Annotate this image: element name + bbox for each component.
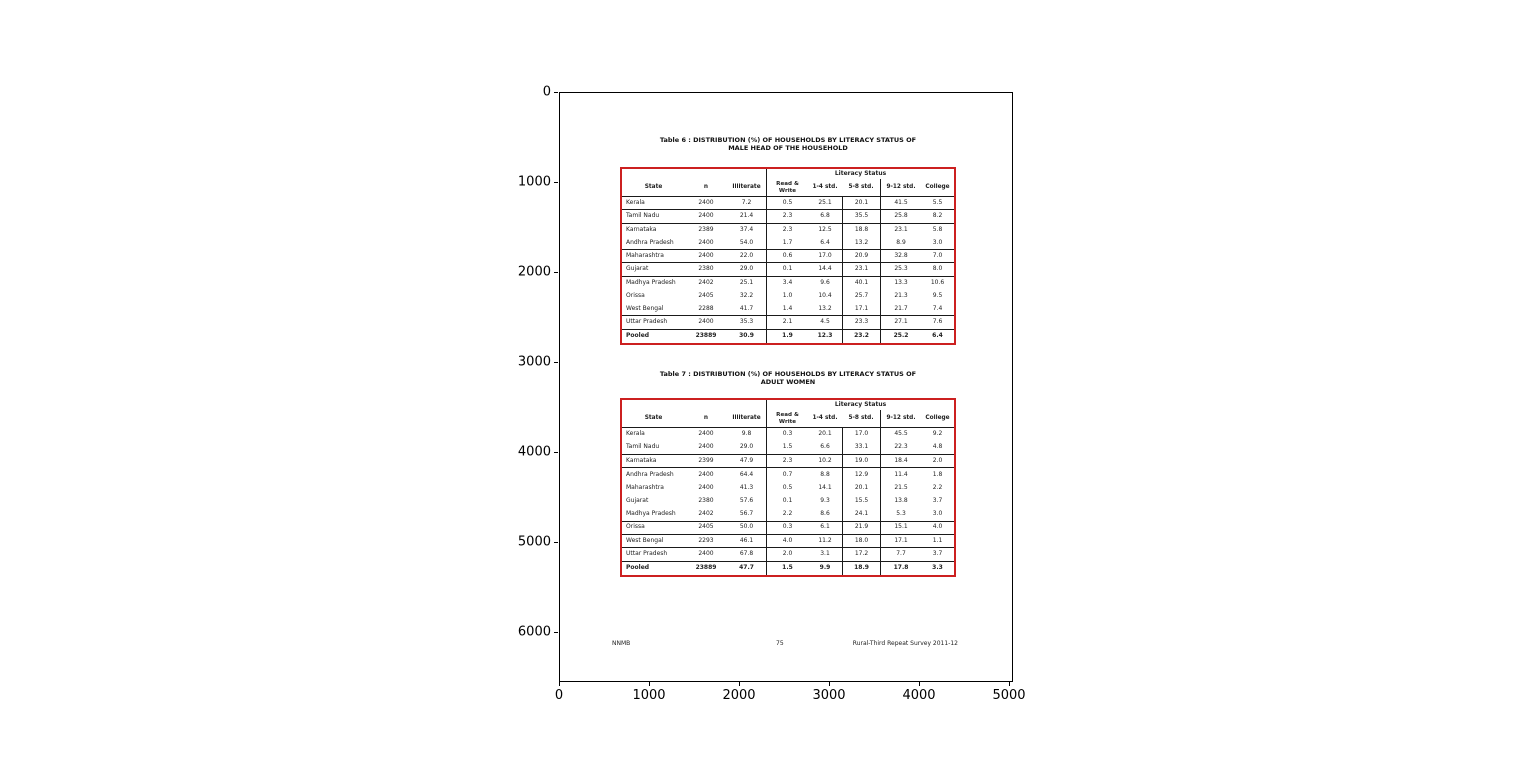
cell-std5-8: 18.8 (842, 224, 880, 237)
cell-std9-12: 8.9 (880, 237, 921, 249)
cell-std9-12: 21.5 (880, 481, 921, 494)
x-axis-tick (919, 682, 920, 686)
cell-n: 2400 (698, 212, 714, 220)
cell-std9-12: 25.3 (880, 263, 921, 275)
cell-illiterate: 47.9 (739, 456, 754, 464)
cell-std9-12: 17.1 (880, 535, 921, 547)
cell-std1-4: 25.1 (818, 198, 832, 206)
table-row-west-bengal (622, 535, 954, 548)
cell-state: Andhra Pradesh (626, 238, 674, 246)
cell-std1-4: 6.6 (820, 443, 830, 451)
cell-state: Kerala (626, 430, 645, 438)
cell-read-write: 0.5 (766, 481, 808, 494)
table7-adult-women-literacy (620, 398, 956, 577)
cell-n: 2405 (698, 523, 714, 531)
group-header-spacer (622, 169, 766, 179)
table-row-gujarat (622, 495, 954, 508)
cell-state: Karnataka (626, 225, 657, 233)
cell-std5-8: 23.3 (842, 316, 880, 328)
cell-n: 2400 (698, 251, 714, 259)
cell-illiterate: 30.9 (739, 332, 754, 340)
cell-std9-12: 11.4 (880, 468, 921, 481)
cell-n: 2399 (698, 456, 714, 464)
cell-read-write: 2.3 (766, 455, 808, 467)
cell-n: 2405 (698, 292, 714, 300)
x-axis-tick-label: 1000 (632, 688, 666, 703)
cell-std1-4: 10.2 (818, 456, 832, 464)
cell-state: West Bengal (626, 305, 664, 312)
cell-college: 7.6 (932, 318, 943, 326)
cell-std1-4: 20.1 (818, 430, 832, 438)
cell-std5-8: 25.7 (842, 290, 880, 303)
column-header-3: Read & Write (766, 410, 808, 427)
cell-illiterate: 32.2 (739, 292, 754, 300)
cell-state: Orissa (626, 523, 645, 531)
column-header-row (622, 410, 954, 428)
cell-std5-8: 35.5 (842, 210, 880, 222)
y-axis-tick (554, 452, 558, 453)
cell-state: Maharashtra (626, 251, 664, 259)
table6-male-head-literacy (620, 167, 956, 345)
cell-state: Pooled (626, 332, 650, 340)
cell-std9-12: 15.1 (880, 522, 921, 534)
cell-illiterate: 22.0 (739, 251, 754, 259)
column-header-2: Illiterate (732, 415, 761, 422)
group-header-label: Literacy Status (766, 169, 954, 179)
x-axis-tick (739, 682, 740, 686)
cell-state: Uttar Pradesh (626, 318, 668, 326)
cell-std1-4: 6.1 (820, 523, 830, 531)
cell-std1-4: 9.3 (820, 497, 830, 505)
cell-n: 2400 (698, 550, 714, 558)
cell-read-write: 0.1 (766, 495, 808, 508)
group-header-row (622, 400, 954, 410)
cell-std5-8: 20.9 (842, 250, 880, 262)
x-axis-tick-label: 3000 (812, 688, 846, 703)
cell-state: Uttar Pradesh (626, 550, 668, 558)
table6-title (620, 136, 956, 152)
cell-std1-4: 8.6 (820, 510, 830, 518)
cell-college: 3.7 (932, 550, 943, 558)
cell-college: 3.0 (932, 510, 943, 518)
group-header-label: Literacy Status (766, 400, 954, 410)
cell-read-write: 0.1 (766, 263, 808, 275)
cell-n: 2389 (698, 225, 714, 233)
cell-std9-12: 27.1 (880, 316, 921, 328)
cell-std9-12: 18.4 (880, 455, 921, 467)
cell-n: 2402 (698, 278, 714, 286)
column-header-6: 9-12 std. (880, 179, 921, 196)
cell-std9-12: 5.3 (880, 508, 921, 520)
table6-title-line1: Table 6 : DISTRIBUTION (%) OF HOUSEHOLDS BY LITERACY STATUS OF (659, 136, 917, 144)
cell-state: West Bengal (626, 536, 664, 544)
y-axis-tick (554, 92, 558, 93)
cell-illiterate: 41.7 (739, 305, 754, 312)
table-row-kerala (622, 428, 954, 441)
cell-std5-8: 18.9 (842, 562, 880, 575)
cell-college: 4.8 (932, 443, 943, 451)
cell-college: 1.8 (932, 470, 943, 478)
cell-read-write: 0.6 (766, 250, 808, 262)
cell-illiterate: 29.0 (739, 443, 754, 451)
cell-illiterate: 54.0 (739, 238, 754, 246)
cell-n: 23889 (695, 564, 717, 572)
cell-college: 3.3 (932, 564, 943, 572)
column-header-0: State (644, 184, 663, 191)
table-row-andhra-pradesh (622, 237, 954, 250)
table-row-pooled (622, 330, 954, 343)
x-axis-tick-label: 2000 (722, 688, 756, 703)
cell-state: Kerala (626, 198, 645, 206)
x-axis-tick (649, 682, 650, 686)
cell-illiterate: 9.8 (741, 430, 752, 438)
cell-illiterate: 47.7 (739, 564, 754, 572)
cell-std5-8: 23.2 (842, 330, 880, 343)
cell-std1-4: 6.4 (820, 238, 830, 246)
cell-college: 3.7 (932, 497, 943, 505)
y-axis-tick-label: 5000 (517, 534, 551, 550)
table-row-tamil-nadu (622, 441, 954, 454)
column-header-1: n (703, 184, 709, 191)
column-header-0: State (644, 415, 663, 422)
table-row-orissa (622, 522, 954, 535)
cell-college: 9.2 (932, 430, 943, 438)
cell-n: 2380 (698, 497, 714, 505)
cell-read-write: 2.3 (766, 210, 808, 222)
cell-illiterate: 46.1 (739, 536, 754, 544)
cell-illiterate: 7.2 (741, 198, 752, 206)
x-axis-tick (1009, 682, 1010, 686)
cell-std5-8: 12.9 (842, 468, 880, 481)
cell-std1-4: 13.2 (818, 305, 832, 312)
cell-state: Gujarat (626, 497, 649, 505)
footer-survey-label: Rural-Third Repeat Survey 2011-12 (852, 640, 958, 647)
cell-n: 2400 (698, 470, 714, 478)
cell-std9-12: 41.5 (880, 197, 921, 209)
cell-read-write: 2.1 (766, 316, 808, 328)
cell-state: Tamil Nadu (626, 443, 660, 451)
table-row-madhya-pradesh (622, 508, 954, 521)
table-row-maharashtra (622, 481, 954, 494)
table-row-uttar-pradesh (622, 548, 954, 561)
cell-std1-4: 10.4 (818, 292, 832, 300)
x-axis-tick (559, 682, 560, 686)
cell-std5-8: 23.1 (842, 263, 880, 275)
cell-std1-4: 4.5 (820, 318, 830, 326)
x-axis-tick-label: 4000 (902, 688, 936, 703)
cell-read-write: 0.5 (766, 197, 808, 209)
cell-state: Gujarat (626, 265, 649, 273)
cell-read-write: 1.5 (766, 441, 808, 453)
cell-std1-4: 12.3 (817, 332, 833, 340)
cell-illiterate: 41.3 (739, 483, 754, 491)
cell-college: 5.5 (932, 198, 943, 206)
table-row-pooled (622, 562, 954, 575)
x-axis-tick (829, 682, 830, 686)
cell-std9-12: 21.3 (880, 290, 921, 303)
y-axis-tick (554, 272, 558, 273)
cell-std5-8: 17.1 (842, 303, 880, 315)
cell-state: Maharashtra (626, 483, 664, 491)
cell-illiterate: 37.4 (739, 225, 754, 233)
table-row-orissa (622, 290, 954, 303)
cell-read-write: 4.0 (766, 535, 808, 547)
cell-college: 10.6 (930, 278, 945, 286)
cell-std9-12: 17.8 (880, 562, 921, 575)
cell-n: 2400 (698, 483, 714, 491)
table-row-kerala (622, 197, 954, 210)
table-row-tamil-nadu (622, 210, 954, 223)
cell-illiterate: 21.4 (739, 212, 754, 220)
cell-n: 2400 (698, 238, 714, 246)
cell-illiterate: 29.0 (739, 265, 754, 273)
cell-std5-8: 17.2 (842, 548, 880, 560)
cell-n: 2288 (698, 305, 714, 312)
cell-illiterate: 57.6 (739, 497, 754, 505)
group-header-spacer (622, 400, 766, 410)
column-header-4: 1-4 std. (812, 415, 838, 422)
cell-college: 4.0 (932, 523, 943, 531)
y-axis-tick-label: 3000 (517, 354, 551, 370)
cell-state: Andhra Pradesh (626, 470, 674, 478)
cell-std5-8: 21.9 (842, 522, 880, 534)
group-header-row (622, 169, 954, 179)
cell-college: 8.0 (932, 265, 943, 273)
column-header-7: College (925, 184, 950, 191)
table-row-west-bengal (622, 303, 954, 316)
cell-read-write: 1.9 (766, 330, 808, 343)
cell-n: 2293 (698, 536, 714, 544)
cell-state: Madhya Pradesh (626, 278, 676, 286)
y-axis-tick-label: 6000 (517, 624, 551, 640)
table7-title-line1: Table 7 : DISTRIBUTION (%) OF HOUSEHOLDS BY LITERACY STATUS OF (659, 370, 917, 378)
cell-illiterate: 64.4 (739, 470, 754, 478)
cell-std9-12: 21.7 (880, 303, 921, 315)
cell-read-write: 3.4 (766, 277, 808, 290)
cell-state: Pooled (626, 564, 650, 572)
cell-std1-4: 6.8 (820, 212, 830, 220)
cell-state: Tamil Nadu (626, 212, 660, 220)
cell-college: 2.2 (932, 483, 943, 491)
cell-n: 2400 (698, 443, 714, 451)
cell-std9-12: 45.5 (880, 428, 921, 441)
cell-college: 5.8 (932, 225, 943, 233)
table6-title-line2: MALE HEAD OF THE HOUSEHOLD (728, 144, 848, 152)
column-header-3: Read & Write (766, 179, 808, 196)
y-axis-tick-label: 2000 (517, 264, 551, 280)
cell-std5-8: 18.0 (842, 535, 880, 547)
cell-college: 2.0 (932, 456, 943, 464)
cell-std5-8: 20.1 (842, 481, 880, 494)
cell-std9-12: 13.3 (880, 277, 921, 290)
table-row-karnataka (622, 455, 954, 468)
cell-std9-12: 13.8 (880, 495, 921, 508)
cell-std5-8: 20.1 (842, 197, 880, 209)
cell-read-write: 0.3 (766, 522, 808, 534)
cell-n: 2400 (698, 198, 714, 206)
cell-n: 2400 (698, 318, 714, 326)
cell-std5-8: 24.1 (842, 508, 880, 520)
cell-college: 3.0 (932, 238, 943, 246)
y-axis-tick (554, 632, 558, 633)
cell-std1-4: 8.8 (820, 470, 830, 478)
cell-read-write: 1.4 (766, 303, 808, 315)
cell-std1-4: 14.4 (818, 265, 832, 273)
cell-read-write: 2.2 (766, 508, 808, 520)
cell-std5-8: 40.1 (842, 277, 880, 290)
table-row-gujarat (622, 263, 954, 276)
column-header-2: Illiterate (732, 184, 761, 191)
cell-state: Madhya Pradesh (626, 510, 676, 518)
y-axis-tick-label: 1000 (517, 174, 551, 190)
y-axis-tick (554, 362, 558, 363)
table7-title-line2: ADULT WOMEN (760, 378, 816, 386)
cell-n: 2380 (698, 265, 714, 273)
footer-org-label: NNMB (612, 640, 631, 647)
cell-college: 1.1 (932, 536, 943, 544)
cell-std9-12: 23.1 (880, 224, 921, 237)
column-header-5: 5-8 std. (848, 415, 874, 422)
cell-n: 23889 (695, 332, 717, 340)
table-row-uttar-pradesh (622, 316, 954, 329)
cell-n: 2402 (698, 510, 714, 518)
cell-state: Karnataka (626, 456, 657, 464)
cell-std1-4: 17.0 (818, 251, 832, 259)
column-header-5: 5-8 std. (848, 184, 874, 191)
column-header-7: College (925, 415, 950, 422)
y-axis-tick (554, 182, 558, 183)
y-axis-tick-label: 4000 (517, 444, 551, 460)
table7-title (620, 370, 956, 386)
table-row-madhya-pradesh (622, 277, 954, 290)
cell-state: Orissa (626, 292, 645, 300)
x-axis-tick-label: 0 (554, 688, 564, 703)
cell-illiterate: 56.7 (739, 510, 754, 518)
cell-std9-12: 25.2 (880, 330, 921, 343)
cell-std1-4: 9.6 (820, 278, 830, 286)
y-axis-tick (554, 542, 558, 543)
cell-read-write: 1.0 (766, 290, 808, 303)
column-header-4: 1-4 std. (812, 184, 838, 191)
cell-std9-12: 22.3 (880, 441, 921, 453)
cell-college: 8.2 (932, 212, 943, 220)
table-row-karnataka (622, 224, 954, 237)
cell-illiterate: 25.1 (739, 278, 754, 286)
cell-std5-8: 19.0 (842, 455, 880, 467)
cell-std9-12: 7.7 (880, 548, 921, 560)
column-header-1: n (703, 415, 709, 422)
table-row-maharashtra (622, 250, 954, 263)
cell-std5-8: 15.5 (842, 495, 880, 508)
cell-std5-8: 13.2 (842, 237, 880, 249)
cell-std1-4: 11.2 (818, 536, 832, 544)
cell-read-write: 1.7 (766, 237, 808, 249)
cell-std1-4: 3.1 (820, 550, 830, 558)
cell-read-write: 0.3 (766, 428, 808, 441)
cell-illiterate: 67.8 (739, 550, 754, 558)
x-axis-tick-label: 5000 (992, 688, 1026, 703)
y-axis-tick-label: 0 (542, 84, 551, 100)
cell-college: 6.4 (932, 332, 943, 340)
cell-std9-12: 32.8 (880, 250, 921, 262)
column-header-row (622, 179, 954, 197)
cell-std5-8: 17.0 (842, 428, 880, 441)
cell-college: 7.0 (932, 251, 943, 259)
cell-std1-4: 12.5 (818, 225, 832, 233)
cell-std5-8: 33.1 (842, 441, 880, 453)
cell-read-write: 2.3 (766, 224, 808, 237)
cell-read-write: 2.0 (766, 548, 808, 560)
cell-read-write: 0.7 (766, 468, 808, 481)
cell-illiterate: 50.0 (739, 523, 754, 531)
cell-std1-4: 14.1 (818, 483, 832, 491)
cell-illiterate: 35.3 (739, 318, 754, 326)
cell-college: 9.5 (932, 292, 943, 300)
cell-n: 2400 (698, 430, 714, 438)
cell-std1-4: 9.9 (819, 564, 831, 572)
cell-read-write: 1.5 (766, 562, 808, 575)
column-header-6: 9-12 std. (880, 410, 921, 427)
table-row-andhra-pradesh (622, 468, 954, 481)
footer-page-number: 75 (776, 640, 784, 647)
cell-std9-12: 25.8 (880, 210, 921, 222)
cell-college: 7.4 (932, 305, 943, 312)
